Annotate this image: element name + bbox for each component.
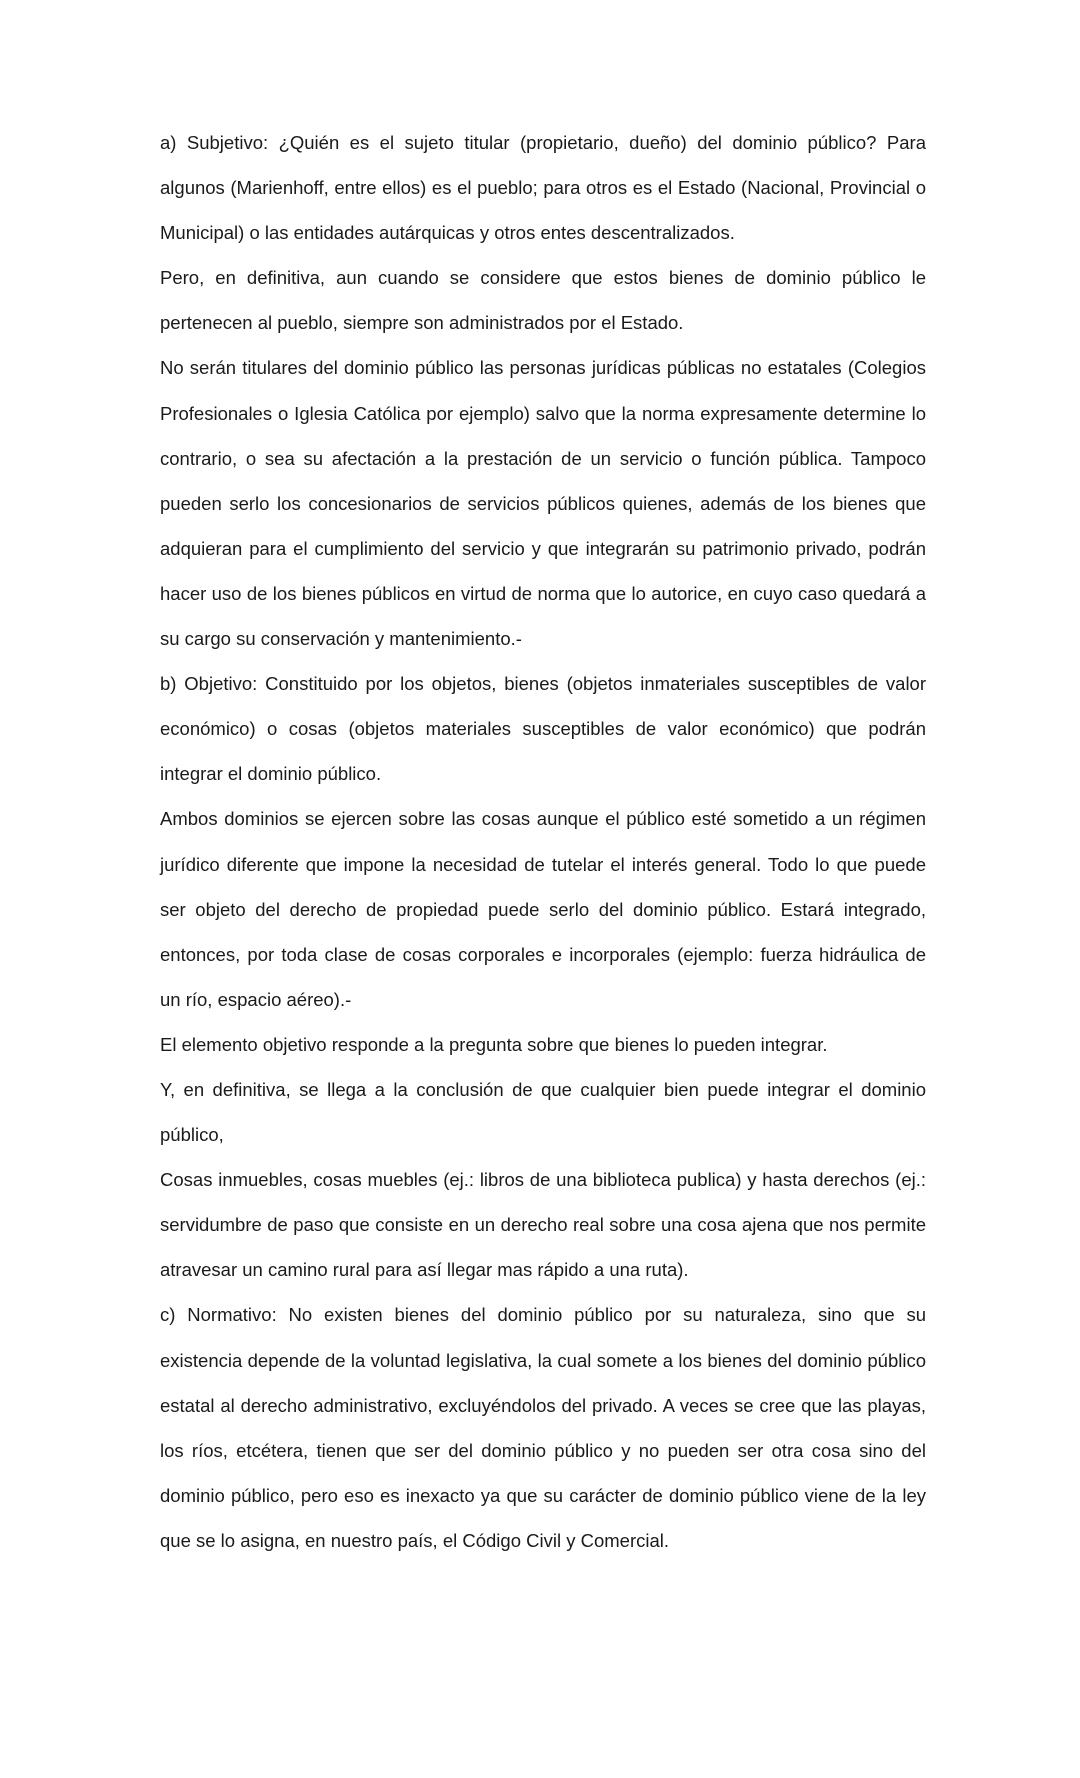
paragraph-conclusion: Y, en definitiva, se llega a la conclusión de que cualquier bien puede integrar el dominio público, — [160, 1078, 926, 1146]
paragraph-elemento-objetivo: El elemento objetivo responde a la pregunta sobre que bienes lo pueden integrar. — [160, 1033, 828, 1055]
paragraph-cosas-inmuebles: Cosas inmuebles, cosas muebles (ej.: libros de una biblioteca publica) y hasta derechos (ej.: servidumbre de paso que consiste en un derecho real sobre una cosa ajena que nos permite atravesar un camino rural para así llegar mas rápido a una ruta). — [160, 1169, 926, 1281]
paragraph-objetivo: b) Objetivo: Constituido por los objetos, bienes (objetos inmateriales susceptibles de valor económico) o cosas (objetos materiales susceptibles de valor económico) que podrán integrar el dominio público. — [160, 673, 926, 785]
paragraph-administrados: Pero, en definitiva, aun cuando se considere que estos bienes de dominio público le pertenecen al pueblo, siempre son administrados por el Estado. — [160, 267, 926, 334]
paragraph-normativo: c) Normativo: No existen bienes del dominio público por su naturaleza, sino que su existencia depende de la voluntad legislativa, la cual somete a los bienes del dominio público estatal al derecho administrativo, excluyéndolos del privado. A veces se cree que las playas, los ríos, etcétera, tienen que ser del dominio público y no pueden ser otra cosa sino del dominio público, pero eso es inexacto ya que su carácter de dominio público viene de la ley que se lo asigna, en nuestro país, el Código Civil y Comercial. — [160, 1304, 926, 1551]
paragraph-subjetivo: a) Subjetivo: ¿Quién es el sujeto titular (propietario, dueño) del dominio público? Para algunos (Marienhoff, entre ellos) es el pueblo; para otros es el Estado (Nacional, Provincial o Municipal) o las entidades autárquicas y otros entes descentralizados. — [160, 132, 926, 244]
paragraph-ambos-dominios: Ambos dominios se ejercen sobre las cosas aunque el público esté sometido a un régimen jurídico diferente que impone la necesidad de tutelar el interés general. Todo lo que puede ser objeto del derecho de propiedad puede serlo del dominio público. Estará integrado, entonces, por toda clase de cosas corporales e incorporales (ejemplo: fuerza hidráulica de un río, espacio aéreo).- — [160, 808, 926, 1010]
paragraph-titulares: No serán titulares del dominio público las personas jurídicas públicas no estatales (Colegios Profesionales o Iglesia Católica por ejemplo) salvo que la norma expresamente determine lo contrario, o sea su afectación a la prestación de un servicio o función pública. Tampoco pueden serlo los concesionarios de servicios públicos quienes, además de los bienes que adquieran para el cumplimiento del servicio y que integrarán su patrimonio privado, podrán hacer uso de los bienes públicos en virtud de norma que lo autorice, en cuyo caso quedará a su cargo su conservación y mantenimiento.- — [160, 357, 926, 650]
body-text — [160, 120, 926, 1563]
